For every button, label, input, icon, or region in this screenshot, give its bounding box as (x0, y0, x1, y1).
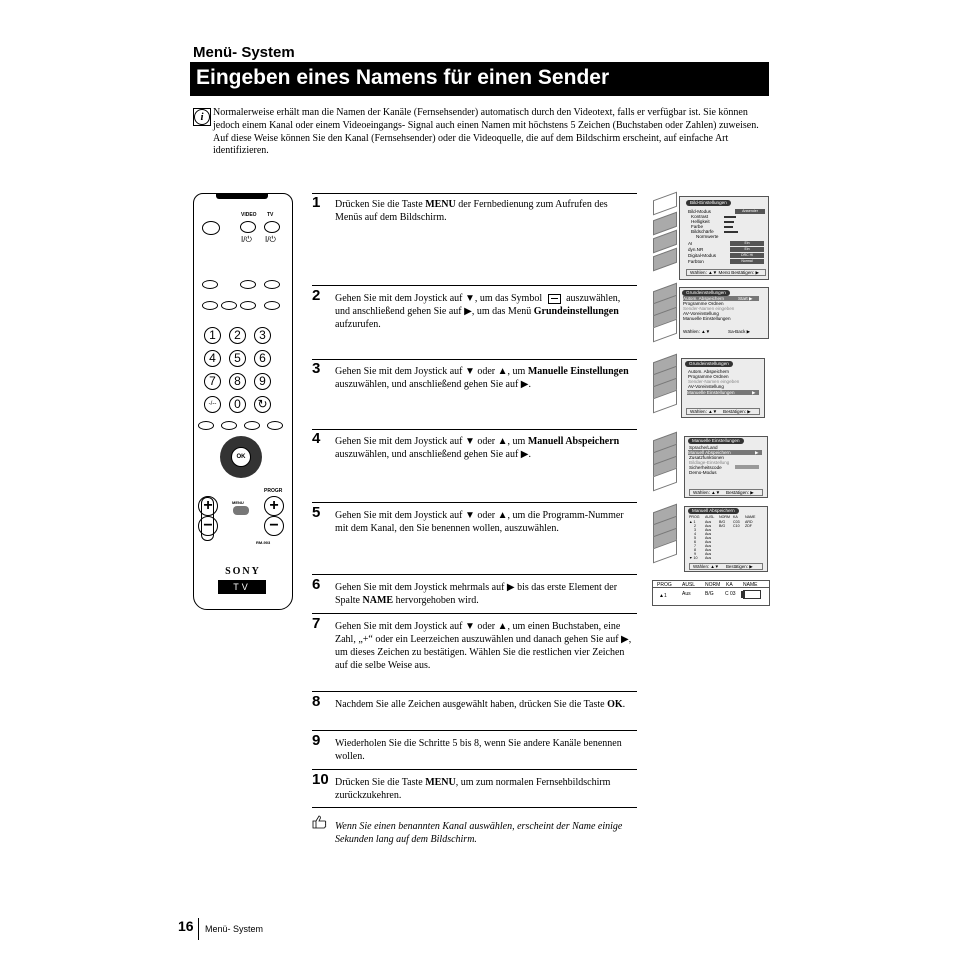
step-5-text: Gehen Sie mit dem Joystick auf ▼ oder ▲, um die Programm-Nummer mit dem Kanal, den Sie benennen wollen, auszuwählen. (335, 510, 624, 534)
screen-picture-settings: Bild-Einstellungen Bild-Modus Anwender Kontrast Helligkeit Farbe Bildschärfe Normwerte AI Ein dyn.NR Ein Digital-Modus DRC Hi Farbton Normal Wählen: ▲▼ Menü Bestätigen: ▶ (679, 196, 769, 280)
digit-button-0[interactable]: 0 (229, 396, 246, 413)
step-number: 6 (312, 576, 321, 593)
function-button[interactable] (202, 280, 218, 289)
digit-button-7[interactable]: 7 (204, 373, 221, 390)
section-heading: Menü- System (193, 44, 295, 61)
remote-control (193, 193, 293, 610)
page-title: Eingeben eines Namens für einen Sender (196, 66, 610, 89)
progr-label: PROGR (264, 488, 283, 494)
menu-label: MENU (232, 500, 244, 505)
note-text: Wenn Sie einen benannten Kanal auswählen, erscheint der Name einige Sekunden lang auf dem Bildschirm. (335, 821, 623, 845)
step-number: 4 (312, 430, 321, 447)
picture-button[interactable] (221, 421, 237, 430)
page-number: 16 (178, 918, 194, 934)
ok-button[interactable]: OK (231, 447, 251, 467)
step-number: 9 (312, 732, 321, 749)
volume-plus-button[interactable]: + (198, 496, 218, 516)
power-label: I/⏻ (265, 235, 276, 244)
surround-button[interactable] (267, 421, 283, 430)
screen-manual-programming: Manuell Abspeichern PROG AUSL NORM KA NAME ▲ 1 Aus B/G C03 ARD 2 Aus B/G C10 ZDF 3 Aus 4 Aus 5 Aus 6 Aus 7 Aus 8 Aus 9 Aus ▼ 10 Aus Wählen: ▲▼ Bestätigen: ▶ (684, 506, 768, 572)
step-number: 10 (312, 771, 329, 788)
info-icon: i (193, 108, 211, 126)
screen-name-entry: PROG AUSL NORM KA NAME ▲1 Aus B/G C 03 (652, 580, 770, 606)
footer-section: Menü- System (205, 924, 264, 934)
joystick[interactable] (220, 436, 262, 478)
mute-button[interactable] (202, 221, 220, 235)
digit-button-6[interactable]: 6 (254, 350, 271, 367)
video-power-button[interactable] (240, 221, 256, 233)
toolbox-icon (548, 294, 561, 304)
step-divider (312, 613, 637, 614)
step-1-text: Drücken Sie die Taste MENU der Fernbedienung zum Aufrufen des Menüs auf dem Bildschirm. (335, 199, 608, 223)
step-divider (312, 285, 637, 286)
function-button[interactable] (264, 301, 280, 310)
screen-basic-settings: Grundeinstellungen Autom. Abspeichern Start ▶ Programme Ordnen Sender-Namen eingeben AV-Voreinstellung Manuelle Einstellungen Wählen: ▲▼ Sa-Back ▶ (679, 287, 769, 339)
step-divider (312, 193, 637, 194)
step-6-text: Gehen Sie mit dem Joystick mehrmals auf ▶ bis das erste Element der Spalte NAME hervorgehoben wird. (335, 582, 618, 606)
volume-minus-button[interactable]: − (198, 516, 218, 536)
digit-button-2[interactable]: 2 (229, 327, 246, 344)
step-4-text: Gehen Sie mit dem Joystick auf ▼ oder ▲, um Manuell Abspeichern auszuwählen, und anschließend gehen Sie auf ▶. (335, 436, 620, 460)
step-divider (312, 730, 637, 731)
screen-basic-settings-manual: Grundeinstellungen Autom. Abspeichern Programme Ordnen Sender-Namen eingeben AV-Voreinstellung Manuelle Einstellungen ▶ Wählen: ▲▼ Bestätigen: ▶ (681, 358, 765, 418)
double-digit-button[interactable]: -/-- (204, 396, 221, 413)
step-2-text: Gehen Sie mit dem Joystick auf ▼, um das Symbol auszuwählen, und anschließend gehen Sie auf ▶, um das Menü Grundeinstellungen aufzurufen. (335, 293, 621, 330)
step-7-text: Gehen Sie mit dem Joystick auf ▼ oder ▲, um einen Buchstaben, eine Zahl, „+“ oder ein Leerzeichen auszuwählen und danach gehen Sie auf ▶, um dieses Zeichen zu bestätigen. Wählen Sie die restlichen vier Zeichen auf die selbe Weise aus. (335, 621, 632, 671)
program-minus-button[interactable]: − (264, 516, 284, 536)
digit-button-5[interactable]: 5 (229, 350, 246, 367)
step-number: 1 (312, 194, 321, 211)
step-divider (312, 807, 637, 808)
intro-text: Normalerweise erhält man die Namen der Kanäle (Fernsehsender) automatisch durch den Videotext, falls er verfügbar ist. Sie können jedoch einem Kanal oder einem Videoeingangs- Signal auch einen Namen mit höchstens 5 Zeichen (Buchstaben oder Zahlen) zuweisen. Auf diese Weise können Sie den Kanal (Fernsehsender) oder die Videoquelle, die auf dem Bildschirm erscheint, auf einfache Art identifizieren. (213, 107, 759, 157)
step-10-text: Drücken Sie die Taste MENU, um zum normalen Fernsehbildschirm zurückzukehren. (335, 777, 611, 801)
step-number: 5 (312, 504, 321, 521)
tv-power-button[interactable] (264, 221, 280, 233)
step-3-text: Gehen Sie mit dem Joystick auf ▼ oder ▲, um Manuelle Einstellungen auszuwählen, und anschließend gehen Sie auf ▶. (335, 366, 629, 390)
sound-button[interactable] (198, 421, 214, 430)
step-divider (312, 574, 637, 575)
program-plus-button[interactable]: + (264, 496, 284, 516)
step-8-text: Nachdem Sie alle Zeichen ausgewählt haben, drücken Sie die Taste OK. (335, 699, 626, 710)
step-number: 7 (312, 615, 321, 632)
tv-logo: TV (218, 580, 266, 594)
digit-button-1[interactable]: 1 (204, 327, 221, 344)
thumbs-up-icon (312, 815, 328, 829)
step-number: 2 (312, 287, 321, 304)
function-button[interactable] (221, 301, 237, 310)
function-button[interactable] (240, 280, 256, 289)
model-label: RM-903 (256, 540, 271, 545)
video-label: VIDEO (241, 212, 257, 218)
power-label: I/⏻ (241, 235, 252, 244)
digit-button-4[interactable]: 4 (204, 350, 221, 367)
jump-button[interactable]: ↻ (254, 396, 271, 413)
function-button[interactable] (202, 301, 218, 310)
step-divider (312, 359, 637, 360)
screen-manual-settings: Manuelle Einstellungen Sprache/Land Manuell Abspeichern ▶ Zusatzfunktionen Bildlage-Einstellung Sicherheitscode Demo-Modus Wählen: ▲▼ Bestätigen: ▶ (684, 436, 768, 498)
footer-divider (198, 918, 199, 940)
step-divider (312, 429, 637, 430)
step-divider (312, 691, 637, 692)
digit-button-8[interactable]: 8 (229, 373, 246, 390)
digit-button-9[interactable]: 9 (254, 373, 271, 390)
brand-logo: SONY (225, 566, 261, 577)
function-button[interactable] (264, 280, 280, 289)
digit-button-3[interactable]: 3 (254, 327, 271, 344)
title-bar (190, 62, 769, 96)
screen-button[interactable] (244, 421, 260, 430)
function-button[interactable] (240, 301, 256, 310)
step-divider (312, 502, 637, 503)
step-number: 3 (312, 360, 321, 377)
step-9-text: Wiederholen Sie die Schritte 5 bis 8, wenn Sie andere Kanäle benennen wollen. (335, 738, 622, 762)
menu-button[interactable] (233, 506, 249, 515)
tv-label: TV (267, 212, 274, 218)
step-number: 8 (312, 693, 321, 710)
step-divider (312, 769, 637, 770)
